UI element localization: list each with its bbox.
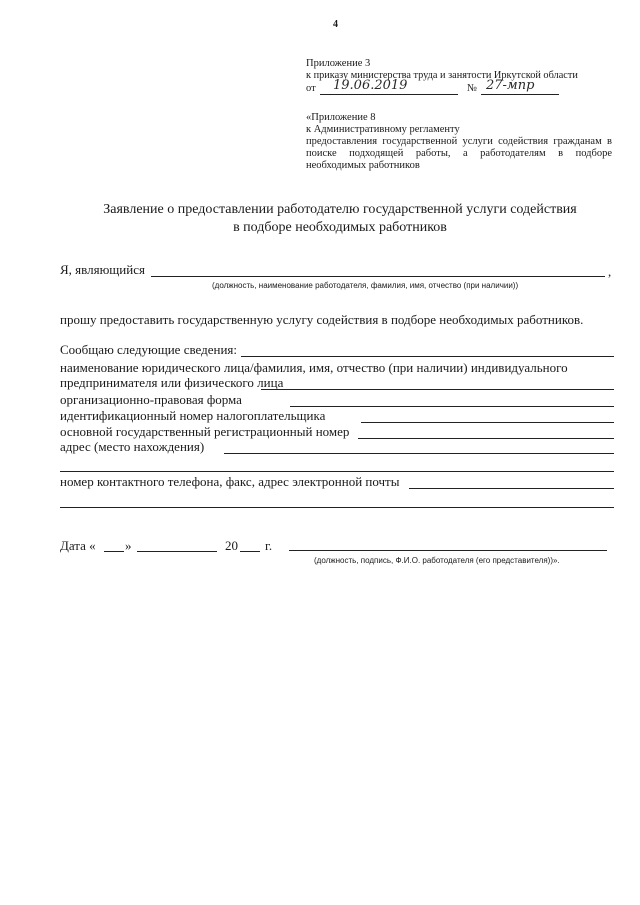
annex-number-line: [481, 94, 559, 95]
annex-title: Приложение 3: [306, 58, 371, 69]
date-year-field[interactable]: [240, 551, 260, 552]
annex8-title: «Приложение 8: [306, 112, 376, 123]
annex-number-label: №: [467, 83, 478, 94]
annex-date-handwritten: 19.06.2019: [333, 78, 408, 93]
declarant-comma: ,: [608, 264, 612, 279]
annex-number-handwritten: 27-мпр: [486, 78, 535, 93]
contacts-field-continued[interactable]: [60, 507, 614, 508]
inn-label: идентификационный номер налогоплательщика: [60, 408, 326, 423]
declarant-caption: (должность, наименование работодателя, фамилия, имя, отчество (при наличии)): [212, 281, 519, 290]
info-label: Сообщаю следующие сведения:: [60, 342, 238, 357]
declarant-field[interactable]: [151, 276, 605, 277]
contacts-label: номер контактного телефона, факс, адрес электронной почты: [60, 474, 400, 489]
legal-form-field[interactable]: [290, 406, 614, 407]
inn-field[interactable]: [361, 422, 614, 423]
ogrn-label: основной государственный регистрационный номер: [60, 424, 350, 439]
document-title-line1: Заявление о предоставлении работодателю государственной услуги содействия: [103, 202, 577, 217]
info-field[interactable]: [241, 356, 614, 357]
annex8-line2: к Административному регламенту: [306, 124, 460, 135]
name-field[interactable]: [261, 389, 614, 390]
address-field-continued[interactable]: [60, 471, 614, 472]
name-label-line1: наименование юридического лица/фамилия, имя, отчество (при наличии) индивидуального: [60, 360, 568, 375]
legal-form-label: организационно-правовая форма: [60, 392, 242, 407]
address-field[interactable]: [224, 453, 614, 454]
annex-date-line: [320, 94, 458, 95]
declarant-label: Я, являющийся: [60, 262, 145, 277]
date-mid: »: [125, 538, 132, 553]
date-day-field[interactable]: [104, 551, 124, 552]
signature-caption: (должность, подпись, Ф.И.О. работодателя (его представителя))».: [314, 556, 560, 565]
page-number: 4: [333, 19, 338, 30]
year-suffix: г.: [265, 538, 273, 553]
annex8-line4: поиске подходящей работы, а работодателям в подборе: [306, 148, 612, 159]
document-title-line2: в подборе необходимых работников: [233, 220, 447, 235]
year-prefix: 20: [225, 538, 238, 553]
request-text: прошу предоставить государственную услугу содействия в подборе необходимых работников.: [60, 312, 584, 327]
signature-field[interactable]: [289, 550, 607, 551]
date-prefix: Дата «: [60, 538, 96, 553]
date-month-field[interactable]: [137, 551, 217, 552]
annex-from-label: от: [306, 83, 316, 94]
address-label: адрес (место нахождения): [60, 439, 205, 454]
ogrn-field[interactable]: [358, 438, 614, 439]
annex-order-ref: к приказу министерства труда и занятости Иркутской области: [306, 70, 578, 81]
contacts-field[interactable]: [409, 488, 614, 489]
name-label-line2: предпринимателя или физического лица: [60, 375, 284, 390]
annex8-line3: предоставления государственной услуги содействия гражданам в: [306, 136, 612, 147]
annex8-line5: необходимых работников: [306, 160, 420, 171]
